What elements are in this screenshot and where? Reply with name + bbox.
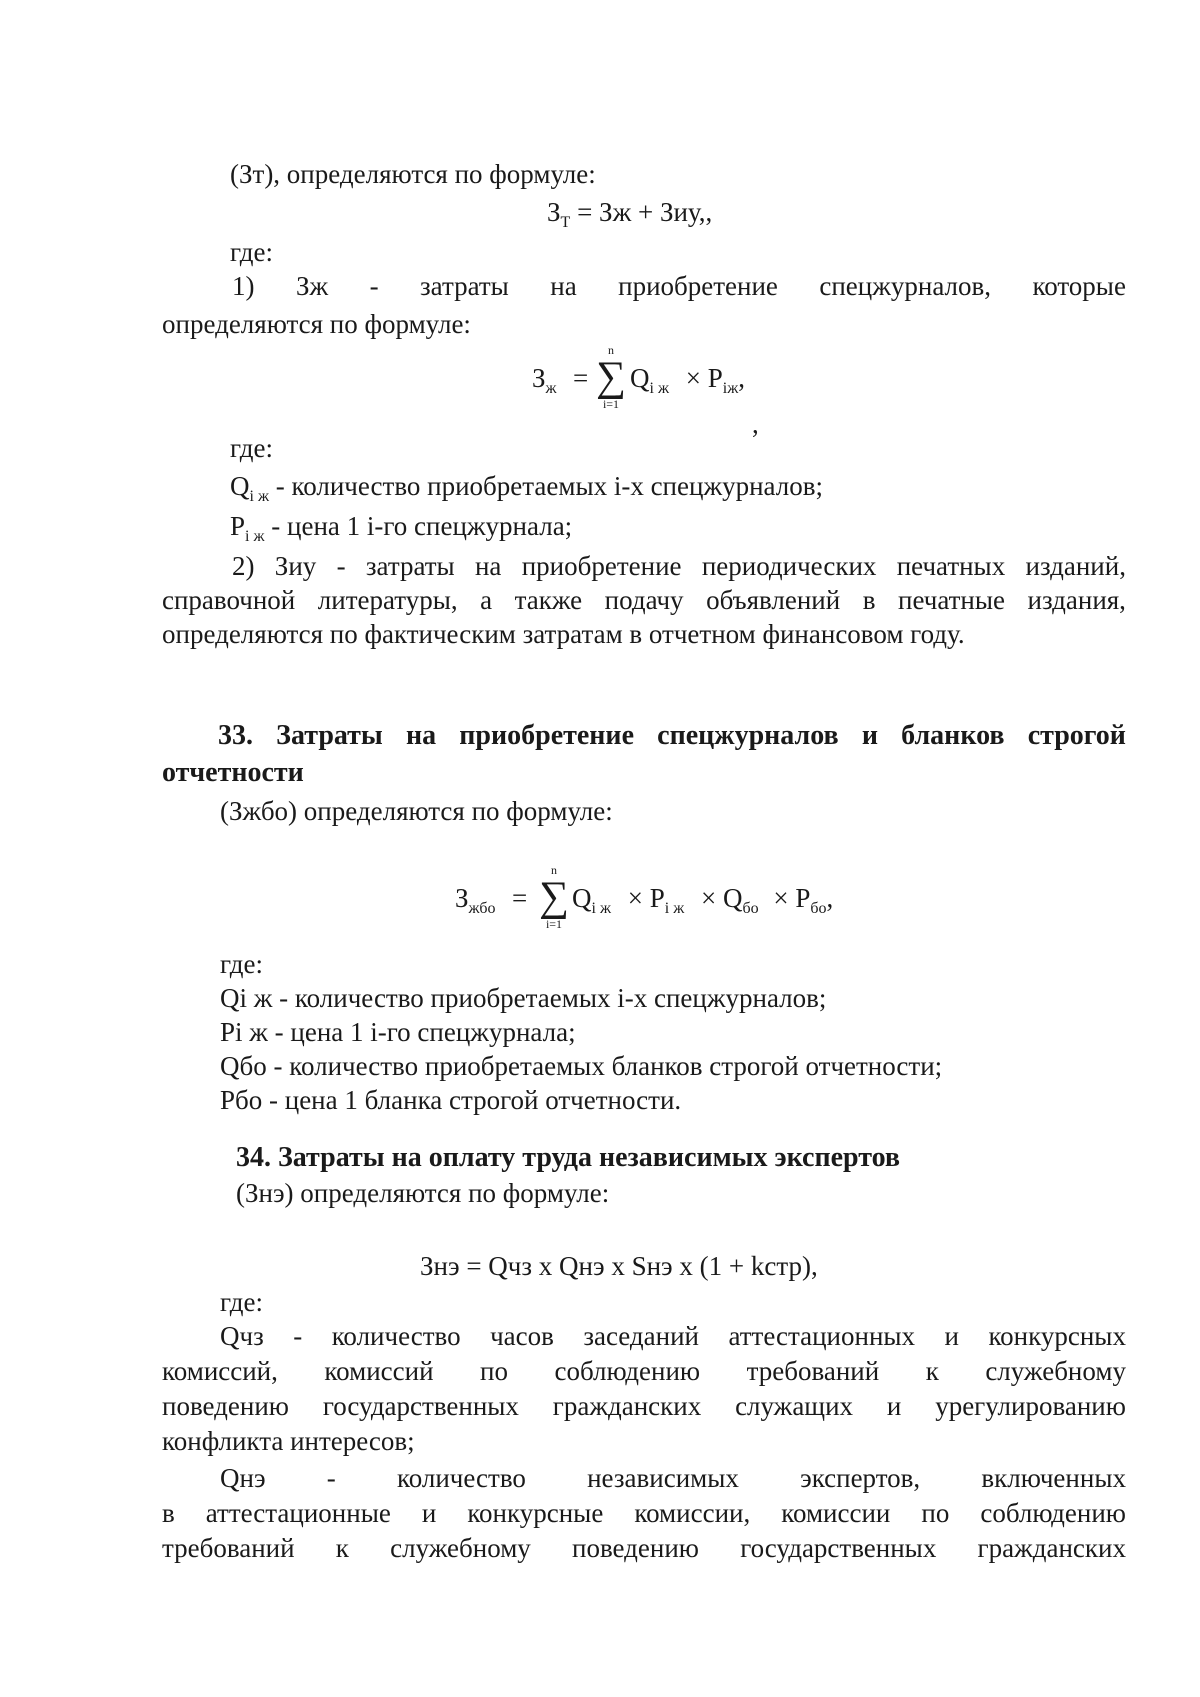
word: 1) xyxy=(232,271,255,301)
formula-zh-terms: $Q_{i ж} \times P_{iж}$, xyxy=(630,363,746,397)
word: затраты xyxy=(365,551,455,581)
word: к xyxy=(925,1356,939,1386)
word: урегулированию xyxy=(935,1391,1126,1421)
section-33-def-4: Pбо - цена 1 бланка строгой отчетности. xyxy=(220,1085,682,1115)
word: количество xyxy=(331,1321,461,1351)
section-34-intro: (Знэ) определяются по формуле: xyxy=(236,1178,610,1208)
section-33-intro: (Зжбо) определяются по формуле: xyxy=(220,796,613,826)
word: Qнэ xyxy=(220,1463,266,1493)
word: комиссий xyxy=(324,1356,434,1386)
word: заседаний xyxy=(583,1321,699,1351)
qchz-line-4: конфликта интересов; xyxy=(162,1426,415,1456)
section-33-def-1: Qi ж - количество приобретаемых i-х спецжурналов; xyxy=(220,983,827,1013)
word: поведению xyxy=(162,1391,289,1421)
formula-zt-lhs: З xyxy=(547,197,561,227)
word: Затраты xyxy=(276,720,383,751)
word: государственных xyxy=(740,1533,937,1563)
section-33-heading-line-1 xyxy=(218,720,1126,752)
word: комиссии, xyxy=(634,1498,751,1528)
word: экспертов, xyxy=(800,1463,921,1493)
qchz-line-3 xyxy=(162,1390,1126,1422)
word: государственных xyxy=(322,1391,519,1421)
item2-line-3: определяются по фактическим затратам в отчетном финансовом году. xyxy=(162,619,965,649)
word: Зж xyxy=(295,271,329,301)
word: приобретение xyxy=(618,271,778,301)
section-34-gde: где: xyxy=(220,1287,263,1317)
word: литературы, xyxy=(317,585,458,615)
word: Зиу xyxy=(274,551,317,581)
qchz-line-2 xyxy=(162,1355,1126,1387)
formula-zhbo-eq: = xyxy=(512,883,528,913)
word: печатных xyxy=(896,551,1006,581)
formula-zh-eq: = xyxy=(573,363,589,393)
word: также xyxy=(514,585,583,615)
word: 2) xyxy=(232,551,255,581)
sum-sigma: ∑ xyxy=(539,874,569,920)
word: по xyxy=(921,1498,950,1528)
formula-zt-rhs: = Зж + Зиу,, xyxy=(570,197,713,227)
item2-line-2 xyxy=(162,584,1126,616)
formula-zhbo-lhs: $З_{жбо}$ xyxy=(455,883,496,917)
section-34-heading: 34. Затраты на оплату труда независимых экспертов xyxy=(236,1142,901,1173)
word: к xyxy=(335,1533,349,1563)
section-33-def-2: Pi ж - цена 1 i-го спецжурнала; xyxy=(220,1017,576,1047)
word: требований xyxy=(746,1356,880,1386)
word: и xyxy=(944,1321,959,1351)
word: изданий, xyxy=(1025,551,1126,581)
word: аттестационные xyxy=(205,1498,391,1528)
word: конкурсные xyxy=(467,1498,604,1528)
section-33-heading-line-2: отчетности xyxy=(162,757,304,788)
word: бланков xyxy=(901,720,1005,751)
sum-lower-limit: i=1 xyxy=(545,917,563,931)
word: объявлений xyxy=(706,585,841,615)
formula-zt xyxy=(547,196,712,239)
word: количество xyxy=(396,1463,526,1493)
word: служебному xyxy=(390,1533,531,1563)
word: по xyxy=(480,1356,508,1386)
formula-zh-trailing-comma: , xyxy=(752,409,759,439)
word: независимых xyxy=(587,1463,739,1493)
word: и xyxy=(861,720,878,751)
word: конкурсных xyxy=(988,1321,1126,1351)
word: а xyxy=(480,585,493,615)
word: на xyxy=(405,720,437,751)
formula-zne: Знэ = Qчз x Qнэ x Sнэ x (1 + kстр), xyxy=(420,1251,818,1281)
formula-zh-sum xyxy=(596,344,626,410)
word: которые xyxy=(1032,271,1126,301)
word: спецжурналов, xyxy=(819,271,992,301)
word: комиссии xyxy=(781,1498,891,1528)
word: - xyxy=(293,1321,303,1351)
word: гражданских xyxy=(977,1533,1126,1563)
word: периодических xyxy=(701,551,877,581)
section-33-gde: где: xyxy=(220,949,263,979)
gde-label-1: где: xyxy=(230,237,273,267)
word: - xyxy=(326,1463,336,1493)
word: комиссий, xyxy=(162,1356,278,1386)
qne-line-3 xyxy=(162,1532,1126,1564)
word: печатные xyxy=(898,585,1005,615)
section-33-def-3: Qбо - количество приобретаемых бланков строгой отчетности; xyxy=(220,1051,943,1081)
formula-zh-lhs: $З_ж$ xyxy=(532,363,557,397)
word: затраты xyxy=(420,271,509,301)
word: - xyxy=(369,271,379,301)
qne-line-2 xyxy=(162,1497,1126,1529)
word: приобретение xyxy=(459,720,634,751)
word: строгой xyxy=(1027,720,1126,751)
gde-label-2: где: xyxy=(230,433,273,463)
formula-zhbo-terms: $Q_{i ж} \times P_{i ж} \times Q_{бо} \times P_{бо}$, xyxy=(572,883,834,917)
word: требований xyxy=(162,1533,295,1563)
word: поведению xyxy=(572,1533,699,1563)
word: на xyxy=(550,271,577,301)
word: и xyxy=(886,1391,902,1421)
word: приобретение xyxy=(521,551,682,581)
word: служащих xyxy=(735,1391,854,1421)
word: в xyxy=(162,1498,175,1528)
def-p-zh: $P_{i ж}$ - цена 1 i-го спецжурнала; xyxy=(230,511,573,545)
item1-line xyxy=(232,270,1126,302)
sum-upper-limit: n xyxy=(551,863,557,877)
word: служебному xyxy=(985,1356,1126,1386)
word: соблюдению xyxy=(980,1498,1126,1528)
word: включенных xyxy=(981,1463,1126,1493)
word: соблюдению xyxy=(554,1356,701,1386)
word: Qчз xyxy=(220,1321,264,1351)
def-q-zh: $Q_{i ж}$ - количество приобретаемых i-х спецжурналов; xyxy=(230,471,823,505)
qchz-line-1 xyxy=(220,1320,1126,1352)
word: в xyxy=(862,585,876,615)
item1-continuation: определяются по формуле: xyxy=(162,309,471,339)
word: часов xyxy=(490,1321,554,1351)
formula-zt-lhs-sub: Т xyxy=(560,214,571,231)
word: 33. xyxy=(218,720,253,751)
word: спецжурналов xyxy=(657,720,839,751)
word: на xyxy=(474,551,502,581)
word: издания, xyxy=(1027,585,1126,615)
word: гражданских xyxy=(552,1391,702,1421)
word: справочной xyxy=(162,585,296,615)
word: подачу xyxy=(604,585,684,615)
formula-zhbo-sum xyxy=(539,864,569,930)
qne-line-1 xyxy=(220,1462,1126,1494)
sum-sigma: ∑ xyxy=(596,354,626,400)
item2-line-1 xyxy=(232,550,1126,582)
word: - xyxy=(336,551,346,581)
word: аттестационных xyxy=(728,1321,916,1351)
word: и xyxy=(421,1498,437,1528)
intro-zt: (Зт), определяются по формуле: xyxy=(230,159,596,189)
sum-upper-limit: n xyxy=(608,343,614,357)
sum-lower-limit: i=1 xyxy=(602,397,620,411)
